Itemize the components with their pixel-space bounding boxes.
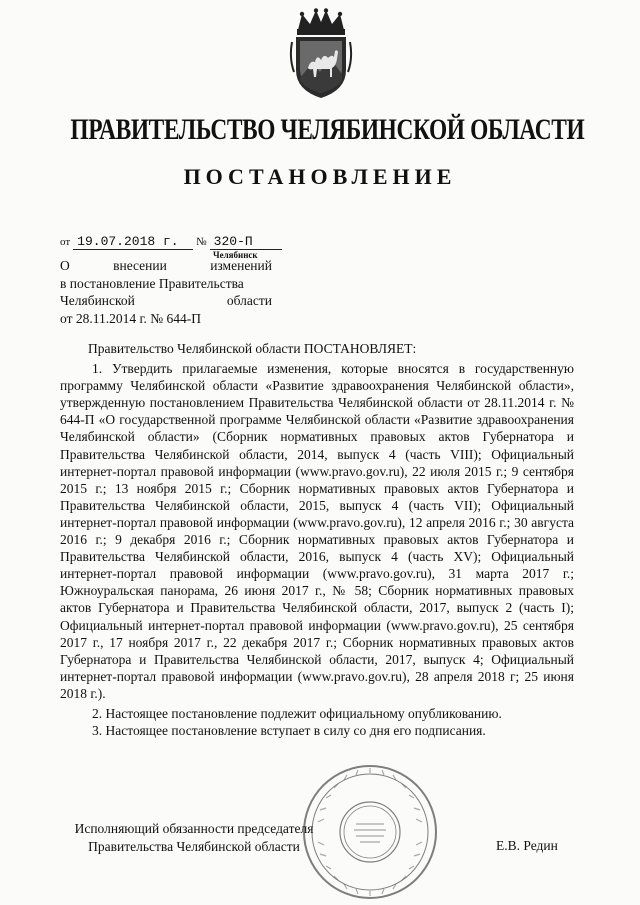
signatory-position [54, 820, 334, 856]
chelyabinsk-coat-of-arms-icon [288, 8, 354, 100]
subject-word: внесении [113, 258, 167, 273]
document-body [60, 340, 574, 739]
paragraph-1: 1. Утвердить прилагаемые изменения, которые вносятся в государственную программу Челябинской области «Развитие здравоохранения Челябинской области», утвержденную постановлением Правительства Челябинской области от 28.11.2014 г. № 644-П «О государственной программе Челябинской области «Развитие здравоохранения Челябинской области» (Сборник нормативных правовых актов Губернатора и Правительства Челябинской области, 2014, выпуск 4 (часть VIII); Официальный интернет-портал правовой информации (www.pravo.gov.ru), 22 июля 2015 г.; 9 сентября 2015 г.; 13 ноября 2015 г.; Сборник нормативных правовых актов Губернатора и Правительства Челябинской области, 2015, выпуск 4 (часть VII); Официальный интернет-портал правовой информации (www.pravo.gov.ru), 12 апреля 2016 г.; 30 августа 2016 г.; 9 декабря 2016 г.; Сборник нормативных правовых актов Губернатора и Правительства Челябинской области, 2016, выпуск 4 (часть XV); Официальный интернет-портал правовой информации (www.pravo.gov.ru), 31 марта 2017 г.; Южноуральская панорама, 26 июня 2017 г., № 58; Сборник нормативных правовых актов Губернатора и Правительства Челябинской области, 2017, выпуск 2 (часть I); Официальный интернет-портал правовой информации (www.pravo.gov.ru), 25 сентября 2017 г., 17 ноября 2017 г., 22 декабря 2017 г.; Сборник нормативных правовых актов Губернатора и Правительства Челябинской области, 2017, выпуск 4; Официальный интернет-портал правовой информации (www.pravo.gov.ru), 28 апреля 2018 г; 25 июня 2018 г.). [60, 361, 574, 701]
preamble: Правительство Челябинской области ПОСТАНОВЛЯЕТ: [88, 341, 417, 356]
paragraph-3: 3. Настоящее постановление вступает в силу со дня его подписания. [92, 723, 486, 739]
subject-word: изменений [210, 258, 272, 273]
number-prefix: № [196, 236, 207, 248]
subject-line [60, 292, 272, 310]
subject-word: области [226, 293, 272, 308]
subject-line [60, 275, 272, 293]
subject-word: Челябинской [60, 293, 135, 308]
subject-word: О [60, 258, 70, 273]
document-date: 19.07.2018 г. [73, 234, 193, 250]
subject-line [60, 310, 272, 328]
signatory-position-line: Исполняющий обязанности председателя [74, 821, 314, 836]
city-label: Челябинск [213, 250, 258, 260]
signatory-name: Е.В. Редин [496, 838, 558, 853]
subject-word: от 28.11.2014 г. № 644-П [60, 310, 201, 326]
subject-line [60, 257, 272, 275]
subject-word: в постановление Правительства [60, 275, 244, 291]
document-subject [60, 257, 272, 327]
document-date-number-line [60, 234, 282, 250]
paragraph-2: 2. Настоящее постановление подлежит официальному опубликованию. [92, 705, 502, 721]
document-type-heading: ПОСТАНОВЛЕНИЕ [183, 164, 457, 189]
date-prefix: от [60, 236, 71, 248]
organization-title: ПРАВИТЕЛЬСТВО ЧЕЛЯБИНСКОЙ ОБЛАСТИ [70, 113, 585, 146]
signatory-position-line: Правительства Челябинской области [88, 839, 300, 854]
document-number: 320-П [210, 234, 282, 250]
